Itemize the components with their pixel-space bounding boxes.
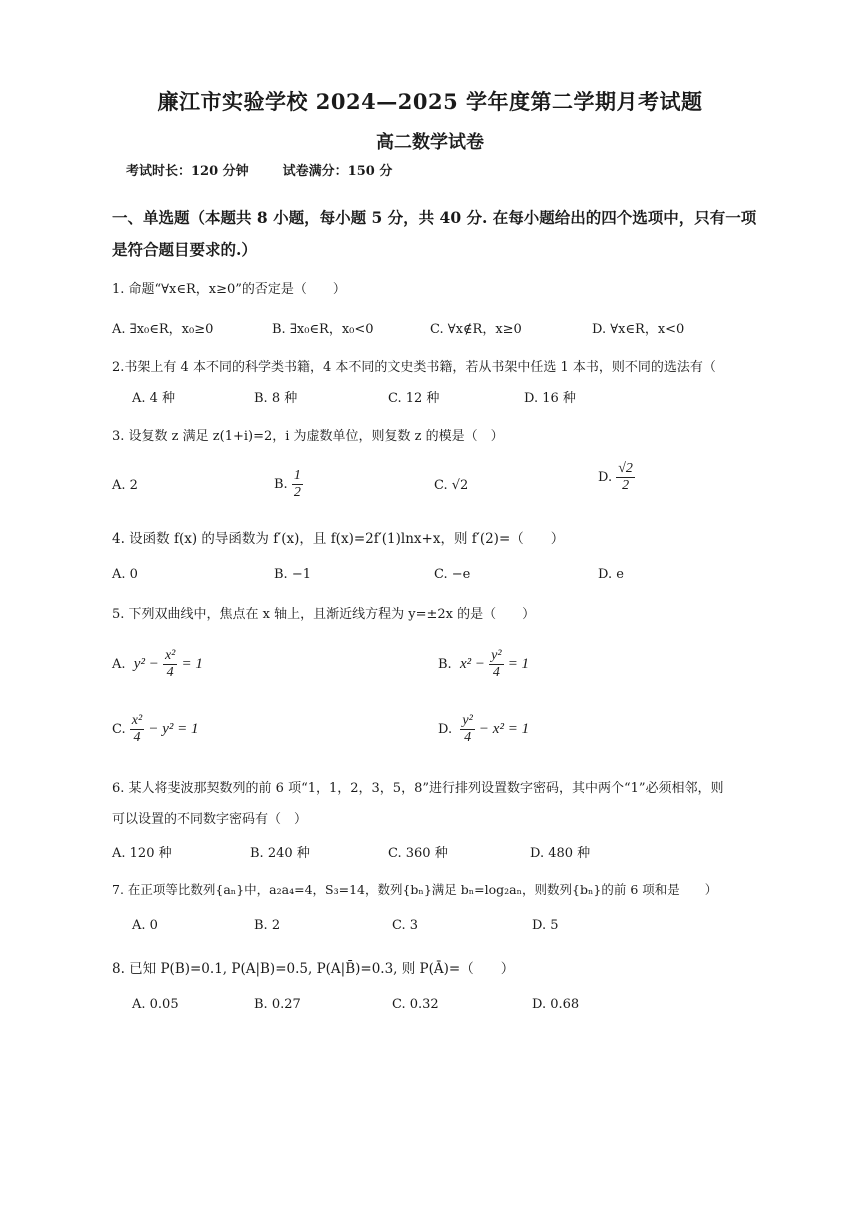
question-6-option-a: A. 120 种: [112, 846, 172, 861]
question-1-stem: 1. 命题“∀x∈R，x≥0”的否定是（ ）: [112, 282, 346, 297]
question-8-stem: 8. 已知 P(B)=0.1, P(A|B)=0.5, P(A|B̄)=0.3, 则 P(Ā)=（ ）: [112, 961, 515, 977]
question-4-option-b: B. −1: [274, 567, 311, 582]
equation-fraction: [460, 713, 474, 746]
fraction-numerator: x²: [163, 648, 177, 665]
equation-suffix: − x² = 1: [478, 721, 530, 738]
question-5-option-c: [112, 713, 198, 746]
question-8-option-c: C. 0.32: [392, 997, 439, 1012]
question-3-option-b: [274, 468, 303, 501]
question-5-option-a-label: A.: [112, 657, 126, 673]
equation-prefix: x² −: [459, 656, 485, 673]
question-1-option-b: B. ∃x₀∈R，x₀<0: [272, 322, 374, 337]
question-3-option-b-fraction: [292, 468, 303, 501]
question-5-option-a: [112, 648, 203, 681]
question-8-option-a: A. 0.05: [132, 997, 179, 1012]
fraction-denominator: 2: [293, 485, 301, 501]
question-7-stem: 7. 在正项等比数列{aₙ}中，a₂a₄=4，S₃=14，数列{bₙ}满足 bₙ=log₂aₙ，则数列{bₙ}的前 6 项和是 ）: [112, 882, 718, 897]
fraction-denominator: 4: [492, 665, 500, 681]
exam-subtitle: 高二数学试卷: [376, 132, 484, 153]
question-3-option-b-label: B.: [274, 477, 288, 493]
exam-meta: [126, 160, 392, 179]
fraction-denominator: 4: [133, 730, 141, 746]
question-7-option-a: A. 0: [132, 918, 158, 933]
equation-suffix: = 1: [507, 656, 530, 673]
question-2-option-c: C. 12 种: [388, 391, 440, 406]
fraction-numerator: y²: [489, 648, 503, 665]
question-3-stem: 3. 设复数 z 满足 z(1+i)=2，i 为虚数单位，则复数 z 的模是（ ）: [112, 429, 504, 444]
equation-suffix: − y² = 1: [148, 721, 199, 738]
question-3-option-c: C. √2: [434, 478, 469, 493]
question-5-option-b-label: B.: [438, 657, 452, 673]
question-2-option-b: B. 8 种: [254, 391, 298, 406]
question-3-option-a: A. 2: [112, 478, 138, 493]
equation-fraction: [130, 713, 144, 746]
fraction-numerator: 1: [292, 468, 303, 485]
question-6-stem-continued: 可以设置的不同数字密码有（ ）: [112, 812, 308, 827]
question-6-option-d: D. 480 种: [530, 846, 591, 861]
fraction-denominator: 4: [464, 730, 472, 746]
equation-fraction: [489, 648, 503, 681]
question-7-option-d: D. 5: [532, 918, 559, 933]
question-3-option-d: [598, 461, 635, 494]
question-4-option-a: A. 0: [112, 567, 138, 582]
question-3-option-d-label: D.: [598, 470, 613, 486]
question-2-stem: 2.书架上有 4 本不同的科学类书籍，4 本不同的文史类书籍，若从书架中任选 1 本书，则不同的选法有（: [112, 360, 716, 375]
question-5-option-d: [438, 713, 529, 746]
question-6-option-b: B. 240 种: [250, 846, 310, 861]
question-4-stem: 4. 设函数 f(x) 的导函数为 f′(x)，且 f(x)=2f′(1)lnx+x，则 f′(2)=（ ）: [112, 531, 565, 547]
equation-fraction: [163, 648, 177, 681]
question-1-option-a: A. ∃x₀∈R，x₀≥0: [112, 322, 214, 337]
question-5-option-b: [438, 648, 529, 681]
question-1-option-d: D. ∀x∈R，x<0: [592, 322, 685, 337]
question-3-option-d-fraction: [616, 461, 635, 494]
equation-suffix: = 1: [181, 656, 203, 673]
equation-prefix: y² −: [133, 656, 159, 673]
fraction-denominator: 4: [166, 665, 174, 681]
question-5-stem: 5. 下列双曲线中，焦点在 x 轴上，且渐近线方程为 y=±2x 的是（ ）: [112, 607, 536, 622]
question-6-option-c: C. 360 种: [388, 846, 448, 861]
question-4-option-d: D. e: [598, 567, 624, 582]
section-heading-line1: 一、单选题（本题共 8 小题，每小题 5 分，共 40 分. 在每小题给出的四个选项中，只有一项: [112, 208, 757, 227]
question-5-option-d-label: D.: [438, 722, 453, 738]
section-heading-line2: 是符合题目要求的.）: [112, 240, 257, 259]
question-8-option-b: B. 0.27: [254, 997, 301, 1012]
exam-full-score: 试卷满分：150 分: [282, 164, 393, 179]
exam-duration: 考试时长：120 分钟: [126, 164, 249, 179]
fraction-numerator: x²: [130, 713, 144, 730]
question-2-option-a: A. 4 种: [132, 391, 176, 406]
fraction-numerator: y²: [460, 713, 474, 730]
question-6-stem: 6. 某人将斐波那契数列的前 6 项“1，1，2，3，5，8”进行排列设置数字密码，其中两个“1”必须相邻，则: [112, 781, 724, 796]
question-7-option-c: C. 3: [392, 918, 419, 933]
question-5-option-c-label: C.: [112, 722, 126, 738]
fraction-denominator: 2: [622, 478, 630, 494]
question-2-option-d: D. 16 种: [524, 391, 576, 406]
exam-title: 廉江市实验学校 2024—2025 学年度第二学期月考试题: [157, 89, 703, 114]
question-1-option-c: C. ∀x∉R，x≥0: [430, 322, 522, 337]
question-7-option-b: B. 2: [254, 918, 281, 933]
question-8-option-d: D. 0.68: [532, 997, 580, 1012]
question-4-option-c: C. −e: [434, 567, 471, 582]
fraction-numerator: √2: [616, 461, 635, 478]
